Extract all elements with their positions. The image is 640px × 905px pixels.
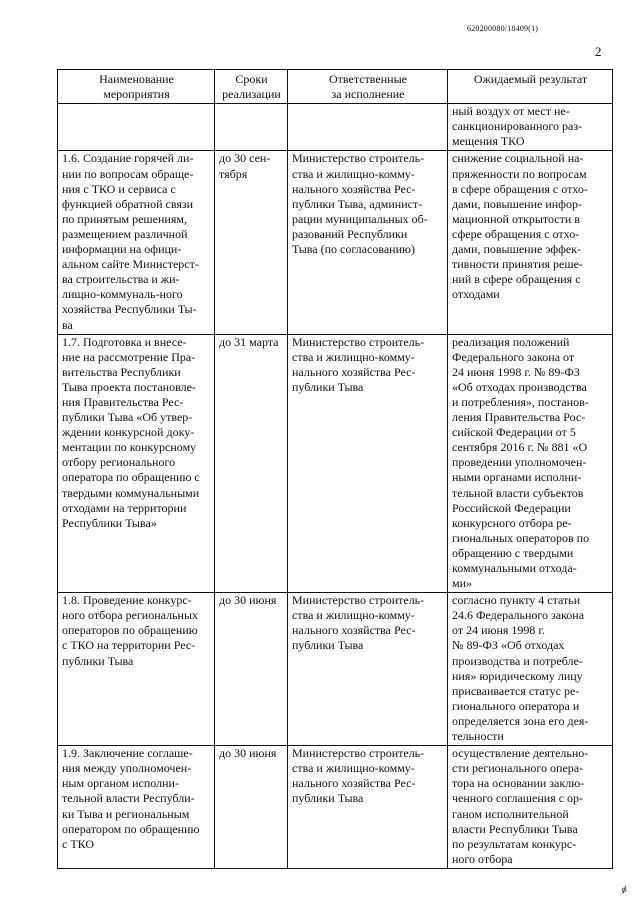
cell-responsible: Министерство строитель- ства и жилищно-комму- нального хозяйства Рес- публики Тыва, админист- рации муниципальных об- разований Республики Тыва (по согласованию) (288, 151, 448, 334)
column-header-measure-name: Наименование мероприятия (58, 70, 215, 104)
cell-measure-name: 1.6. Создание горячей ли- нии по вопросам обраще- ния с ТКО и сервиса с функцией обратной связи по принятым решениям, размещением различной информации на офици- альном сайте Министерст- ва строительства и жи- лищно-коммуналь-ного хозяйства Республики Ты- ва (58, 151, 215, 334)
cell-deadline: до 30 сен- тября (215, 151, 288, 334)
cell-measure-name: 1.9. Заключение соглаше- ния между уполномочен- ным органом исполни- тельной власти Республи- ки Тыва и региональным оператором по обращению с ТКО (58, 746, 215, 869)
table-row-1-8 (58, 593, 613, 746)
measures-table (57, 69, 613, 869)
cell-responsible: Министерство строитель- ства и жилищно-комму- нального хозяйства Рес- публики Тыва (288, 746, 448, 869)
cell-measure-name (58, 104, 215, 151)
table-row-continuation (58, 104, 613, 151)
cell-responsible: Министерство строитель- ства и жилищно-комму- нального хозяйства Рес- публики Тыва (288, 593, 448, 746)
cell-responsible: Министерство строитель- ства и жилищно-комму- нального хозяйства Рес- публики Тыва (288, 334, 448, 593)
cell-expected-result: ный воздух от мест не- санкционированного раз- мещения ТКО (448, 104, 613, 151)
table-row-1-6 (58, 151, 613, 334)
cell-deadline: до 31 марта (215, 334, 288, 593)
table-header-row (58, 70, 613, 104)
table-row-1-7 (58, 334, 613, 593)
cell-deadline (215, 104, 288, 151)
cell-measure-name: 1.8. Проведение конкурс- ного отбора региональных операторов по обращению с ТКО на территории Рес- публики Тыва (58, 593, 215, 746)
column-header-responsible: Ответственные за исполнение (288, 70, 448, 104)
cell-responsible (288, 104, 448, 151)
cell-expected-result: согласно пункту 4 статьи 24.6 Федерального закона от 24 июня 1998 г. № 89-ФЗ «Об отходах производства и потребле- ния» юридическому лицу присваивается статус ре- гионального оператора и определяется зона его дея- тельности (448, 593, 613, 746)
cell-deadline: до 30 июня (215, 593, 288, 746)
cell-expected-result: реализация положений Федерального закона от 24 июня 1998 г. № 89-ФЗ «Об отходах производства и потребления», постанов- ления Правительства Рос- сийской Федерации от 5 сентября 2016 г. № 881 «О проведении уполномочен- ными органами исполни- тельной власти субъектов Российской Федерации конкурсного отбора ре- гиональных операторов по обращению с твердыми коммунальными отхода- ми» (448, 334, 613, 593)
cell-expected-result: снижение социальной на- пряженности по вопросам в сфере обращения с отхо- дами, повышение инфор- мационной открытости в сфере обращения с отхо- дами, повышение эффек- тивности принятия реше- ний в сфере обращения с отходами (448, 151, 613, 334)
document-registration-code: 620200080/18409(1) (467, 24, 539, 33)
table-row-1-9 (58, 746, 613, 869)
corner-handwritten-mark: ɸ (620, 883, 629, 895)
page-number: 2 (595, 44, 602, 59)
column-header-expected-result: Ожидаемый результат (448, 70, 613, 104)
cell-measure-name: 1.7. Подготовка и внесе- ние на рассмотрение Пра- вительства Республики Тыва проекта постановле- ния Правительства Рес- публики Тыва «Об утвер- ждении конкурсной доку- ментации по конкурсному отбору регионального оператора по обращению с твердыми коммунальными отходами на территории Республики Тыва» (58, 334, 215, 593)
column-header-deadline: Сроки реализации (215, 70, 288, 104)
cell-expected-result: осуществление деятельно- сти регионального опера- тора на основании заклю- ченного соглашения с ор- ганом исполнительной власти Республики Тыва по результатам конкурс- ного отбора (448, 746, 613, 869)
cell-deadline: до 30 июня (215, 746, 288, 869)
